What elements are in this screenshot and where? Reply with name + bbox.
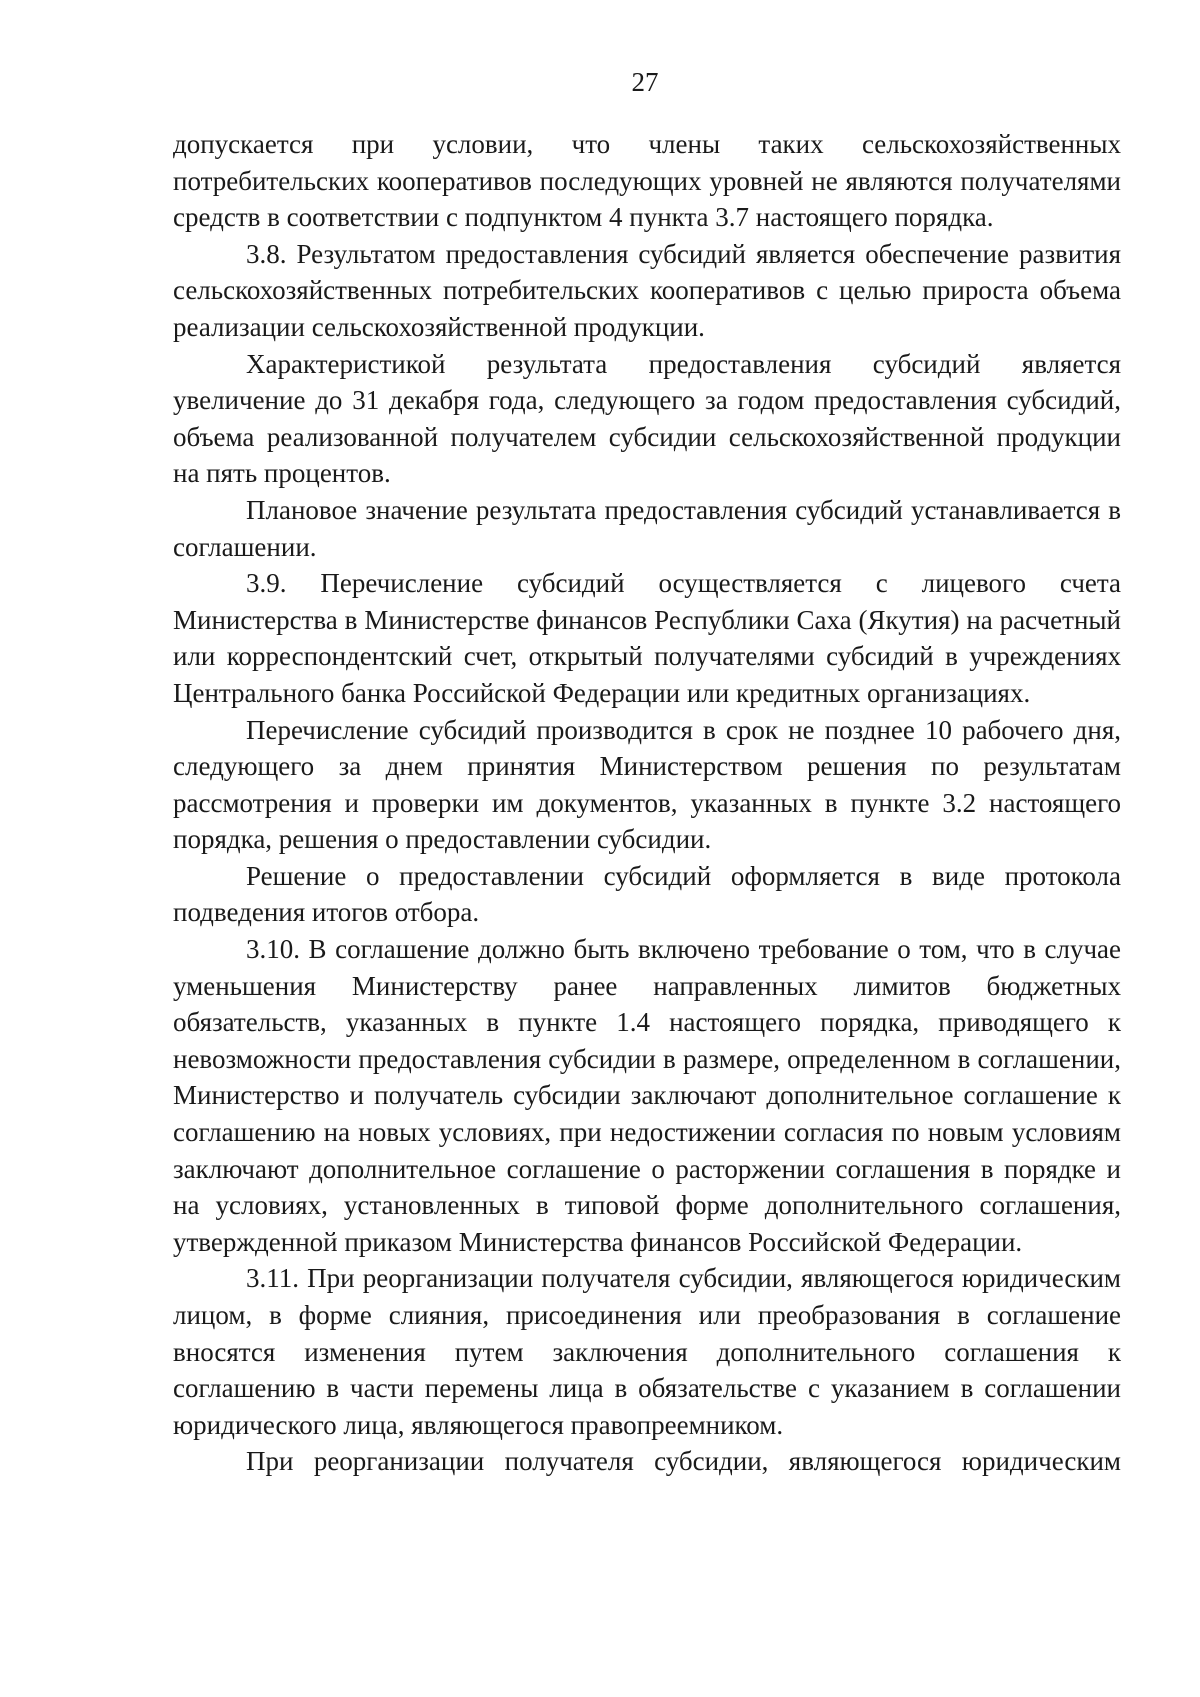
page-number: 27 — [631, 67, 659, 97]
paragraph-decision-protocol: Решение о предоставлении субсидий оформляется в виде протокола подведения итогов отбора. — [173, 860, 1121, 928]
paragraph-3-10: 3.10. В соглашение должно быть включено требование о том, что в случае уменьшения Министерству ранее направленных лимитов бюджетных обязательств, указанных в пункте 1.4 настоящего порядка, приводящего к невозможности предоставления субсидии в размере, определенном в соглашении, Министерство и получатель субсидии заключают дополнительное соглашение к соглашению на новых условиях, при недостижении согласия по новым условиям заключают дополнительное соглашение о расторжении соглашения в порядке и на условиях, установленных в типовой форме дополнительного соглашения, утвержденной приказом Министерства финансов Российской Федерации. — [173, 934, 1121, 1257]
paragraph-result-characteristic: Характеристикой результата предоставления субсидий является увеличение до 31 декабря года, следующего за годом предоставления субсидий, объема реализованной получателем субсидии сельскохозяйственной продукции на пять процентов. — [173, 348, 1121, 489]
document-body — [173, 126, 1121, 1480]
paragraph-continuation: допускается при условии, что члены таких сельскохозяйственных потребительских кооперативов последующих уровней не являются получателями средств в соответствии с подпунктом 4 пункта 3.7 настоящего порядка. — [173, 129, 1121, 233]
paragraph-reorganization-continued: При реорганизации получателя субсидии, являющегося юридическим — [246, 1446, 1121, 1477]
paragraph-transfer-deadline: Перечисление субсидий производится в срок не позднее 10 рабочего дня, следующего за днем принятия Министерством решения по результатам рассмотрения и проверки им документов, указанных в пункте 3.2 настоящего порядка, решения о предоставлении субсидии. — [173, 714, 1121, 855]
paragraph-3-9: 3.9. Перечисление субсидий осуществляется с лицевого счета Министерства в Министерстве финансов Республики Саха (Якутия) на расчетный или корреспондентский счет, открытый получателями субсидий в учреждениях Центрального банка Российской Федерации или кредитных организациях. — [173, 568, 1121, 708]
paragraph-3-8: 3.8. Результатом предоставления субсидий является обеспечение развития сельскохозяйственных потребительских кооперативов с целью прироста объема реализации сельскохозяйственной продукции. — [173, 238, 1121, 342]
paragraph-planned-value: Плановое значение результата предоставления субсидий устанавливается в соглашении. — [173, 494, 1121, 562]
paragraph-3-11: 3.11. При реорганизации получателя субсидии, являющегося юридическим лицом, в форме слияния, присоединения или преобразования в соглашение вносятся изменения путем заключения дополнительного соглашения к соглашению в части перемены лица в обязательстве с указанием в соглашении юридического лица, являющегося правопреемником. — [173, 1263, 1121, 1440]
